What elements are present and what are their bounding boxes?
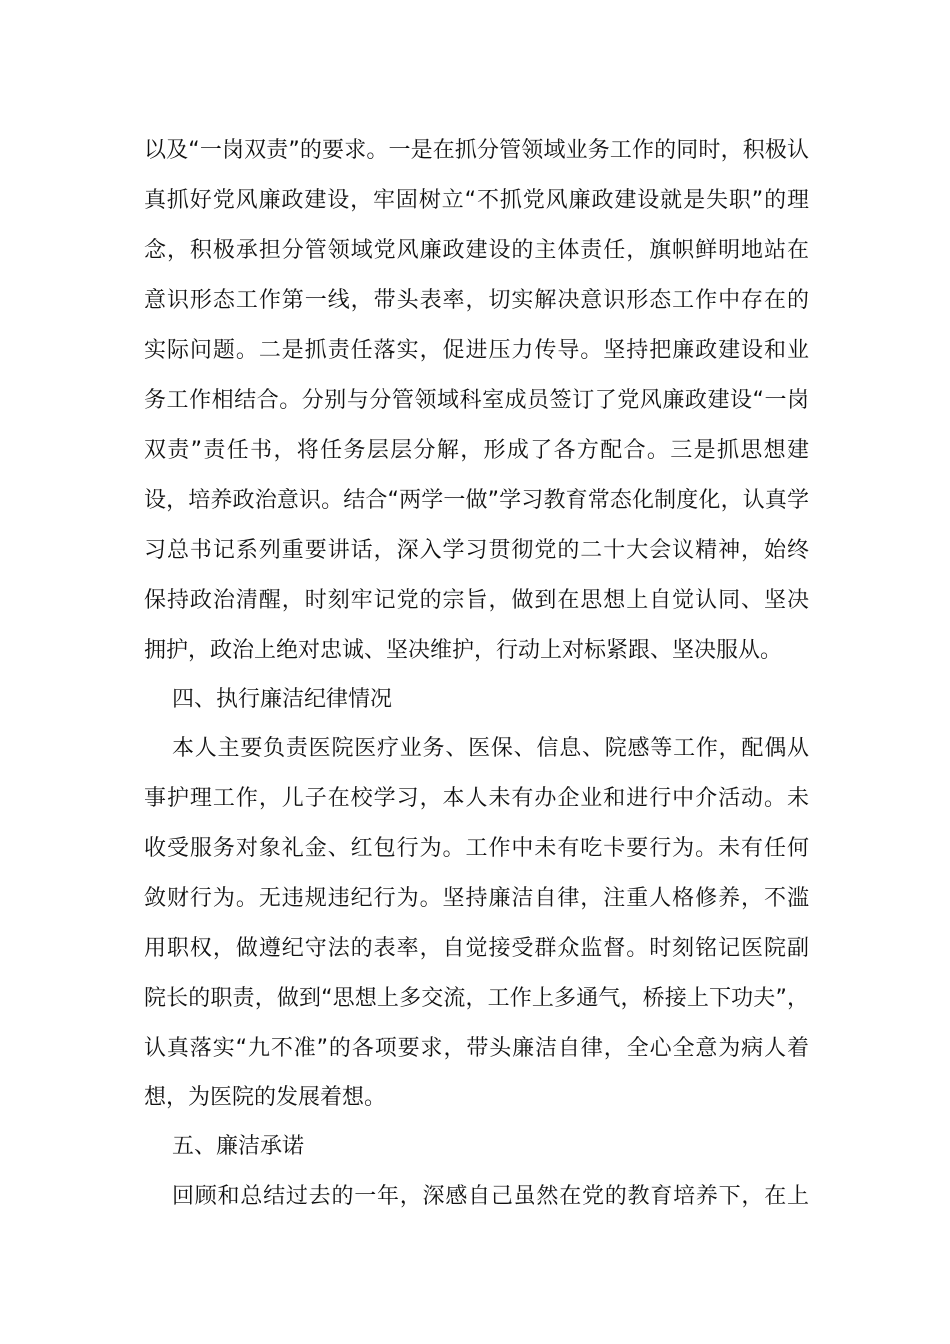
paragraph-line: 拥护，政治上绝对忠诚、坚决维护，行动上对标紧跟、坚决服从。 [144,638,783,663]
paragraph-line: 用职权，做遵纪守法的表率，自觉接受群众监督。时刻铭记医院副 [144,936,809,961]
section-heading: 四、执行廉洁纪律情况 [172,687,393,712]
paragraph-line: 意识形态工作第一线，带头表率，切实解决意识形态工作中存在的 [144,288,809,313]
paragraph-line: 敛财行为。无违规违纪行为。坚持廉洁自律，注重人格修养，不滥 [144,886,809,911]
paragraph-line: 念，积极承担分管领域党风廉政建设的主体责任，旗帜鲜明地站在 [144,238,809,263]
paragraph-line: 想，为医院的发展着想。 [144,1085,387,1110]
paragraph-line: 真抓好党风廉政建设，牢固树立“不抓党风廉政建设就是失职”的理 [144,188,809,213]
paragraph-line: 务工作相结合。分别与分管领域科室成员签订了党风廉政建设“一岗 [144,388,809,413]
paragraph-line: 设，培养政治意识。结合“两学一做”学习教育常态化制度化，认真学 [144,488,809,513]
paragraph-line: 双责”责任书，将任务层层分解，形成了各方配合。三是抓思想建 [144,438,809,463]
paragraph-line: 本人主要负责医院医疗业务、医保、信息、院感等工作，配偶从 [172,736,809,761]
paragraph-line: 院长的职责，做到“思想上多交流，工作上多通气，桥接上下功夫”， [144,986,809,1011]
paragraph-line: 事护理工作，儿子在校学习，本人未有办企业和进行中介活动。未 [144,786,809,811]
paragraph-line: 认真落实“九不准”的各项要求，带头廉洁自律，全心全意为病人着 [144,1036,809,1061]
paragraph-line: 保持政治清醒，时刻牢记党的宗旨，做到在思想上自觉认同、坚决 [144,588,809,613]
paragraph-line: 习总书记系列重要讲话，深入学习贯彻党的二十大会议精神，始终 [144,538,809,563]
paragraph-line: 回顾和总结过去的一年，深感自己虽然在党的教育培养下，在上 [172,1184,809,1209]
paragraph-line: 以及“一岗双责”的要求。一是在抓分管领域业务工作的同时，积极认 [144,138,809,163]
paragraph-line: 实际问题。二是抓责任落实，促进压力传导。坚持把廉政建设和业 [144,338,809,363]
paragraph-line: 收受服务对象礼金、红包行为。工作中未有吃卡要行为。未有任何 [144,836,809,861]
section-heading: 五、廉洁承诺 [172,1134,305,1159]
